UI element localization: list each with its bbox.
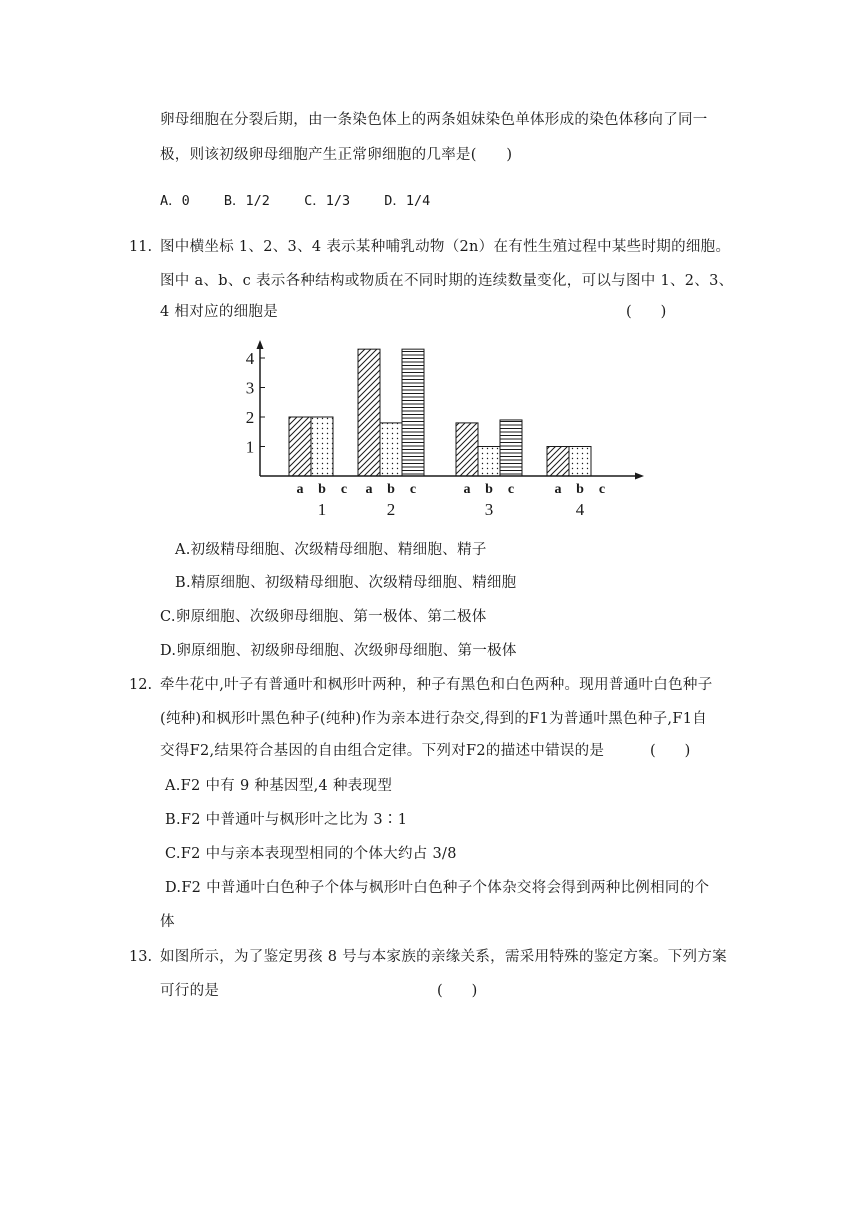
series-letter-label: a (365, 482, 373, 497)
series-letter-label: b (387, 482, 395, 497)
series-letter-label: c (409, 482, 417, 497)
bar-c-3 (500, 420, 522, 476)
q13-number: 13. (129, 949, 153, 965)
series-letter-label: c (507, 482, 515, 497)
y-axis (257, 340, 264, 476)
bar-a-4 (547, 447, 569, 477)
q12-text-line-1: 牵牛花中,叶子有普通叶和枫形叶两种，种子有黑色和白色两种。现用普通叶白色种子 (160, 677, 713, 693)
q12-number: 12. (129, 677, 153, 693)
bar-a-2 (358, 349, 380, 476)
bar-b-4 (569, 447, 591, 477)
q11-text-line-1: 图中横坐标 1、2、3、4 表示某种哺乳动物（2n）在有性生殖过程中某些时期的细胞。 (160, 239, 731, 255)
series-letter-label: a (296, 482, 304, 497)
series-letter-label: b (576, 482, 584, 497)
y-tick-label: 1 (245, 437, 255, 457)
q12-option-d-line-2: 体 (160, 914, 175, 930)
bar-a-1 (289, 417, 311, 476)
series-letter-label: c (598, 482, 606, 497)
q11-answer-paren: ( ) (626, 304, 667, 320)
q13-answer-paren: ( ) (437, 983, 478, 999)
bar-a-3 (456, 423, 478, 476)
q10-text-line-2: 极，则该初级卵母细胞产生正常卵细胞的几率是( ) (160, 147, 513, 163)
x-axis-arrow-icon (635, 473, 644, 480)
q11-number: 11. (129, 239, 153, 255)
bar-chart (240, 336, 660, 526)
q10-option-b: B．1/2 (223, 193, 270, 209)
bar-b-1 (311, 417, 333, 476)
q10-option-c: C．1/3 (304, 193, 351, 209)
q11-text-line-2: 图中 a、b、c 表示各种结构或物质在不同时期的连续数量变化，可以与图中 1、2、3、 (160, 273, 734, 289)
q12-option-b: B.F2 中普通叶与枫形叶之比为 3∶1 (165, 812, 408, 828)
q10-option-d: D．1/4 (384, 193, 431, 209)
q12-option-d-line-1: D.F2 中普通叶白色种子个体与枫形叶白色种子个体杂交将会得到两种比例相同的个 (165, 880, 710, 896)
series-letter-label: c (340, 482, 348, 497)
q11-option-b: B.精原细胞、初级精母细胞、次级精母细胞、精细胞 (175, 575, 517, 591)
category-label: 4 (575, 500, 585, 519)
q12-text-line-2: (纯种)和枫形叶黑色种子(纯种)作为亲本进行杂交,得到的F1为普通叶黑色种子,F1自 (160, 711, 708, 727)
y-tick-label: 3 (245, 378, 255, 398)
q12-option-c: C.F2 中与亲本表现型相同的个体大约占 3/8 (165, 846, 457, 862)
q10-options (160, 191, 456, 211)
bar-b-2 (380, 423, 402, 476)
series-letter-label: b (485, 482, 493, 497)
q12-answer-paren: ( ) (650, 743, 691, 759)
category-label: 3 (484, 500, 494, 519)
q13-text-line-2: 可行的是 (160, 983, 220, 999)
q10-option-a: A．0 (160, 193, 190, 209)
q12-text-line-3: 交得F2,结果符合基因的自由组合定律。下列对F2的描述中错误的是 (160, 743, 605, 759)
q11-option-d: D.卵原细胞、初级卵母细胞、次级卵母细胞、第一极体 (160, 643, 517, 659)
series-letter-label: b (318, 482, 326, 497)
bar-b-3 (478, 447, 500, 477)
category-label: 2 (386, 500, 396, 519)
series-letter-label: a (463, 482, 471, 497)
y-tick-label: 2 (245, 408, 255, 427)
bar-c-2 (402, 349, 424, 476)
q11-text-line-3: 4 相对应的细胞是 (160, 304, 279, 320)
q11-option-a: A.初级精母细胞、次级精母细胞、精细胞、精子 (175, 542, 487, 558)
q10-text-line-1: 卵母细胞在分裂后期，由一条染色体上的两条姐妹染色单体形成的染色体移向了同一 (160, 112, 708, 128)
q11-option-c: C.卵原细胞、次级卵母细胞、第一极体、第二极体 (160, 609, 487, 625)
y-tick-label: 4 (245, 349, 255, 368)
y-axis-arrow-icon (257, 340, 264, 349)
category-label: 1 (317, 500, 327, 519)
q13-text-line-1: 如图所示，为了鉴定男孩 8 号与本家族的亲缘关系，需采用特殊的鉴定方案。下列方案 (160, 949, 727, 965)
q12-option-a: A.F2 中有 9 种基因型,4 种表现型 (165, 778, 393, 794)
series-letter-label: a (554, 482, 562, 497)
